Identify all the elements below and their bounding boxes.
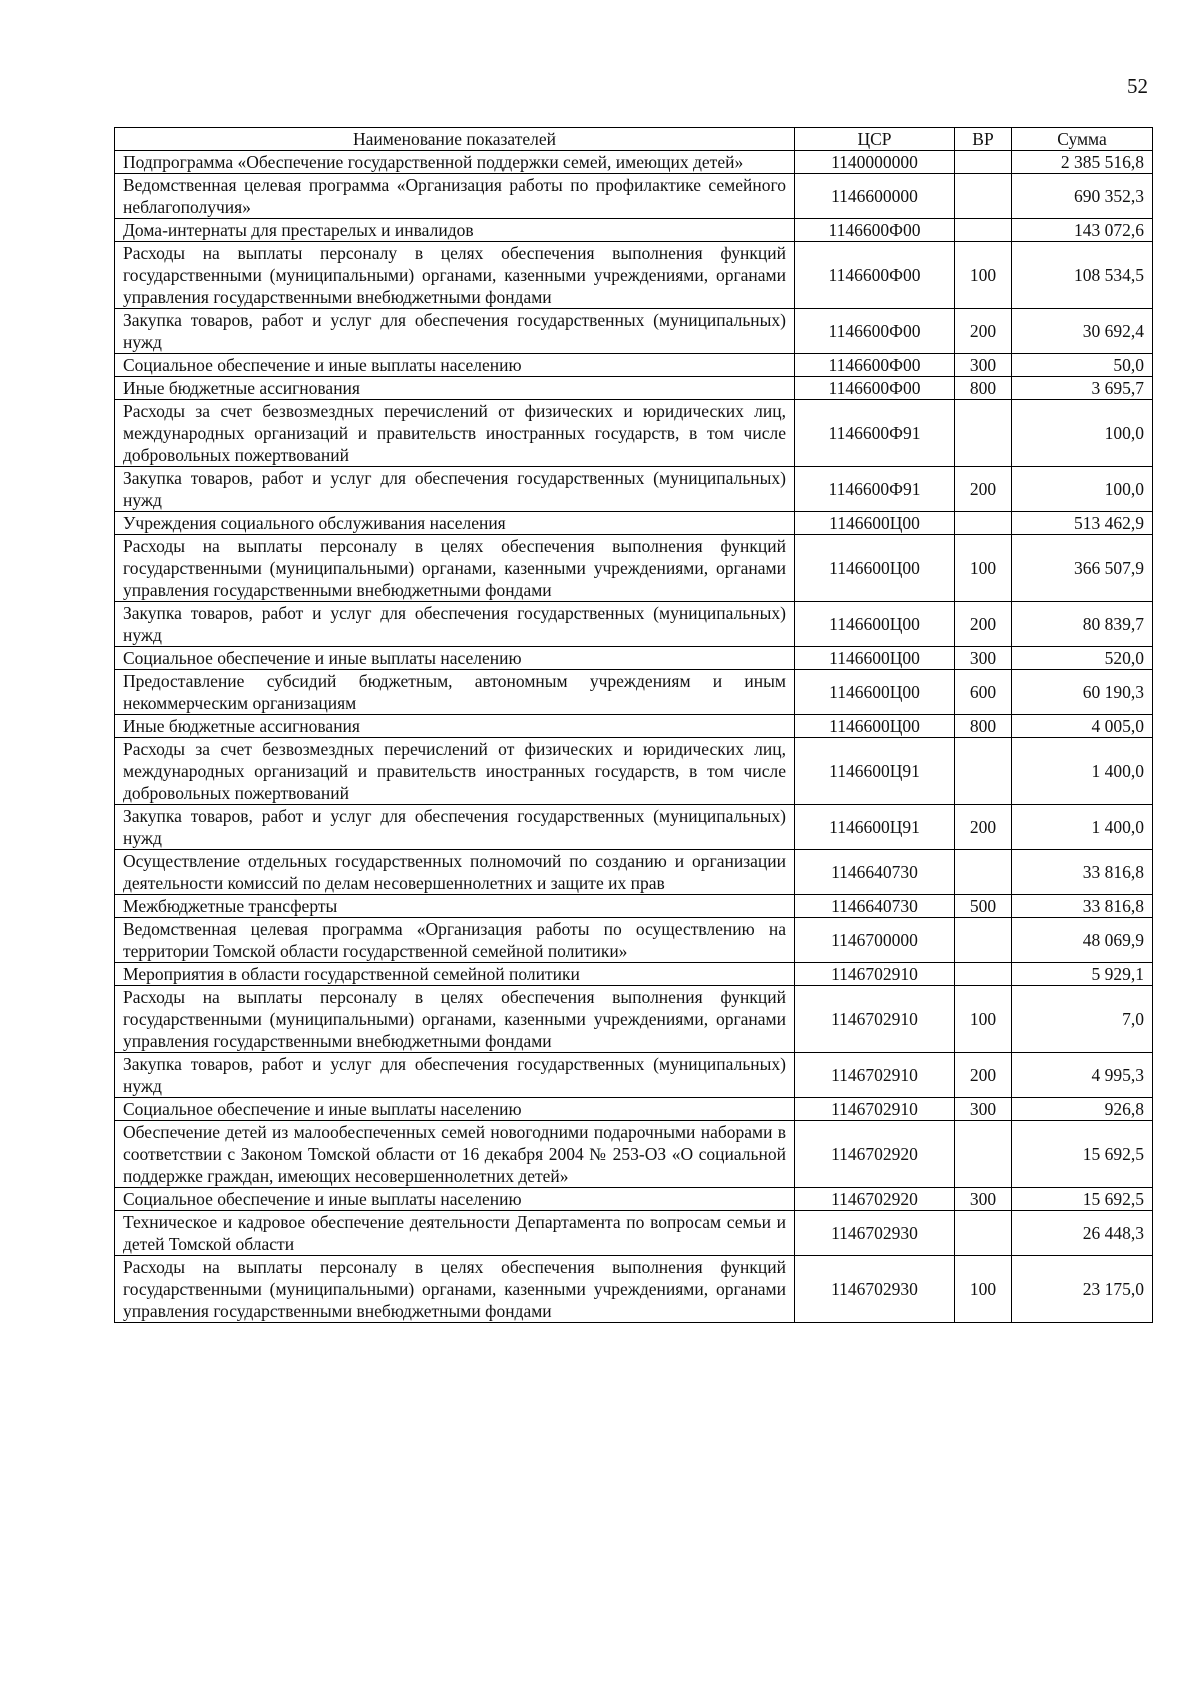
table-row <box>115 1053 1153 1098</box>
cell-vr <box>955 1211 1012 1256</box>
table-row <box>115 602 1153 647</box>
cell-vr: 200 <box>955 309 1012 354</box>
cell-csr: 1146702910 <box>795 1098 955 1121</box>
cell-vr <box>955 151 1012 174</box>
cell-sum: 7,0 <box>1012 986 1153 1053</box>
cell-csr: 1146600Ф00 <box>795 377 955 400</box>
cell-csr: 1146600Ф91 <box>795 467 955 512</box>
cell-csr: 1146640730 <box>795 850 955 895</box>
cell-name: Закупка товаров, работ и услуг для обеспечения государственных (муниципальных) нужд <box>115 805 795 850</box>
table-row <box>115 174 1153 219</box>
cell-name: Закупка товаров, работ и услуг для обеспечения государственных (муниципальных) нужд <box>115 1053 795 1098</box>
cell-csr: 1146600Ц00 <box>795 535 955 602</box>
cell-name: Расходы на выплаты персоналу в целях обеспечения выполнения функций государственными (муниципальными) органами, казенными учреждениями, органами управления государственными внебюджетными фондами <box>115 1256 795 1323</box>
table-row <box>115 850 1153 895</box>
cell-sum: 50,0 <box>1012 354 1153 377</box>
cell-vr <box>955 512 1012 535</box>
table-body <box>115 151 1153 1323</box>
cell-name: Расходы за счет безвозмездных перечислений от физических и юридических лиц, международных организаций и правительств иностранных государств, в том числе добровольных пожертвований <box>115 400 795 467</box>
table-row <box>115 715 1153 738</box>
cell-vr: 100 <box>955 1256 1012 1323</box>
cell-sum: 15 692,5 <box>1012 1188 1153 1211</box>
cell-name: Предоставление субсидий бюджетным, автономным учреждениям и иным некоммерческим организациям <box>115 670 795 715</box>
cell-vr: 300 <box>955 1098 1012 1121</box>
table-row <box>115 219 1153 242</box>
cell-name: Мероприятия в области государственной семейной политики <box>115 963 795 986</box>
cell-csr: 1146702920 <box>795 1121 955 1188</box>
cell-vr: 300 <box>955 354 1012 377</box>
cell-name: Дома-интернаты для престарелых и инвалидов <box>115 219 795 242</box>
header-csr: ЦСР <box>795 128 955 151</box>
cell-sum: 1 400,0 <box>1012 805 1153 850</box>
table-row <box>115 1188 1153 1211</box>
cell-sum: 33 816,8 <box>1012 895 1153 918</box>
table-row <box>115 895 1153 918</box>
table-row <box>115 377 1153 400</box>
cell-name: Подпрограмма «Обеспечение государственной поддержки семей, имеющих детей» <box>115 151 795 174</box>
cell-vr: 100 <box>955 242 1012 309</box>
cell-csr: 1146600Ц00 <box>795 512 955 535</box>
page-number: 52 <box>1127 74 1148 98</box>
cell-name: Социальное обеспечение и иные выплаты населению <box>115 1188 795 1211</box>
table-row <box>115 805 1153 850</box>
cell-vr: 300 <box>955 1188 1012 1211</box>
cell-vr <box>955 1121 1012 1188</box>
table-row <box>115 467 1153 512</box>
cell-csr: 1146600Ц00 <box>795 647 955 670</box>
cell-sum: 4 995,3 <box>1012 1053 1153 1098</box>
table-row <box>115 512 1153 535</box>
cell-sum: 4 005,0 <box>1012 715 1153 738</box>
cell-vr <box>955 918 1012 963</box>
cell-vr <box>955 850 1012 895</box>
table-row <box>115 670 1153 715</box>
cell-name: Учреждения социального обслуживания населения <box>115 512 795 535</box>
table-row <box>115 309 1153 354</box>
table-row <box>115 1256 1153 1323</box>
cell-csr: 1146702930 <box>795 1211 955 1256</box>
cell-name: Иные бюджетные ассигнования <box>115 377 795 400</box>
cell-name: Социальное обеспечение и иные выплаты населению <box>115 1098 795 1121</box>
header-sum: Сумма <box>1012 128 1153 151</box>
table-row <box>115 1121 1153 1188</box>
cell-vr: 200 <box>955 805 1012 850</box>
cell-csr: 1140000000 <box>795 151 955 174</box>
cell-csr: 1146702910 <box>795 963 955 986</box>
cell-name: Закупка товаров, работ и услуг для обеспечения государственных (муниципальных) нужд <box>115 602 795 647</box>
cell-sum: 100,0 <box>1012 467 1153 512</box>
budget-table <box>114 127 1153 1323</box>
cell-vr: 200 <box>955 1053 1012 1098</box>
cell-name: Закупка товаров, работ и услуг для обеспечения государственных (муниципальных) нужд <box>115 309 795 354</box>
cell-sum: 60 190,3 <box>1012 670 1153 715</box>
table-row <box>115 354 1153 377</box>
cell-name: Обеспечение детей из малообеспеченных семей новогодними подарочными наборами в соответствии с Законом Томской области от 16 декабря 2004 № 253-ОЗ «О социальной поддержке граждан, имеющих несовершеннолетних детей» <box>115 1121 795 1188</box>
header-name: Наименование показателей <box>115 128 795 151</box>
table-row <box>115 986 1153 1053</box>
cell-csr: 1146702920 <box>795 1188 955 1211</box>
cell-vr: 200 <box>955 602 1012 647</box>
cell-sum: 48 069,9 <box>1012 918 1153 963</box>
header-row <box>115 128 1153 151</box>
cell-sum: 2 385 516,8 <box>1012 151 1153 174</box>
cell-sum: 1 400,0 <box>1012 738 1153 805</box>
cell-csr: 1146702930 <box>795 1256 955 1323</box>
table-row <box>115 242 1153 309</box>
cell-vr: 600 <box>955 670 1012 715</box>
cell-name: Расходы за счет безвозмездных перечислений от физических и юридических лиц, международных организаций и правительств иностранных государств, в том числе добровольных пожертвований <box>115 738 795 805</box>
cell-sum: 80 839,7 <box>1012 602 1153 647</box>
cell-vr: 200 <box>955 467 1012 512</box>
cell-sum: 23 175,0 <box>1012 1256 1153 1323</box>
cell-csr: 1146600Ц91 <box>795 738 955 805</box>
cell-csr: 1146600Ц91 <box>795 805 955 850</box>
table-row <box>115 1211 1153 1256</box>
cell-sum: 690 352,3 <box>1012 174 1153 219</box>
cell-sum: 15 692,5 <box>1012 1121 1153 1188</box>
table-row <box>115 1098 1153 1121</box>
cell-name: Расходы на выплаты персоналу в целях обеспечения выполнения функций государственными (муниципальными) органами, казенными учреждениями, органами управления государственными внебюджетными фондами <box>115 242 795 309</box>
cell-name: Ведомственная целевая программа «Организация работы по осуществлению на территории Томской области государственной семейной политики» <box>115 918 795 963</box>
table-row <box>115 738 1153 805</box>
cell-vr: 100 <box>955 535 1012 602</box>
table-row <box>115 151 1153 174</box>
cell-vr <box>955 738 1012 805</box>
cell-name: Техническое и кадровое обеспечение деятельности Департамента по вопросам семьи и детей Томской области <box>115 1211 795 1256</box>
table-row <box>115 400 1153 467</box>
cell-sum: 513 462,9 <box>1012 512 1153 535</box>
header-vr: ВР <box>955 128 1012 151</box>
cell-csr: 1146640730 <box>795 895 955 918</box>
cell-vr: 500 <box>955 895 1012 918</box>
cell-vr: 300 <box>955 647 1012 670</box>
cell-csr: 1146600Ф00 <box>795 309 955 354</box>
cell-name: Межбюджетные трансферты <box>115 895 795 918</box>
cell-sum: 143 072,6 <box>1012 219 1153 242</box>
cell-sum: 3 695,7 <box>1012 377 1153 400</box>
cell-vr: 800 <box>955 715 1012 738</box>
cell-csr: 1146600Ц00 <box>795 670 955 715</box>
cell-name: Закупка товаров, работ и услуг для обеспечения государственных (муниципальных) нужд <box>115 467 795 512</box>
table-row <box>115 963 1153 986</box>
cell-vr <box>955 400 1012 467</box>
cell-sum: 108 534,5 <box>1012 242 1153 309</box>
cell-name: Ведомственная целевая программа «Организация работы по профилактике семейного неблагополучия» <box>115 174 795 219</box>
cell-csr: 1146600Ф91 <box>795 400 955 467</box>
cell-sum: 33 816,8 <box>1012 850 1153 895</box>
cell-name: Социальное обеспечение и иные выплаты населению <box>115 647 795 670</box>
table-row <box>115 647 1153 670</box>
cell-sum: 366 507,9 <box>1012 535 1153 602</box>
cell-name: Расходы на выплаты персоналу в целях обеспечения выполнения функций государственными (муниципальными) органами, казенными учреждениями, органами управления государственными внебюджетными фондами <box>115 986 795 1053</box>
cell-vr <box>955 219 1012 242</box>
cell-sum: 926,8 <box>1012 1098 1153 1121</box>
cell-csr: 1146700000 <box>795 918 955 963</box>
cell-csr: 1146600Ф00 <box>795 219 955 242</box>
cell-csr: 1146600000 <box>795 174 955 219</box>
table-row <box>115 918 1153 963</box>
cell-csr: 1146600Ц00 <box>795 602 955 647</box>
cell-sum: 5 929,1 <box>1012 963 1153 986</box>
cell-sum: 26 448,3 <box>1012 1211 1153 1256</box>
table-header <box>115 128 1153 151</box>
cell-sum: 100,0 <box>1012 400 1153 467</box>
cell-csr: 1146600Ф00 <box>795 354 955 377</box>
cell-name: Иные бюджетные ассигнования <box>115 715 795 738</box>
cell-vr: 800 <box>955 377 1012 400</box>
cell-vr: 100 <box>955 986 1012 1053</box>
cell-sum: 520,0 <box>1012 647 1153 670</box>
cell-name: Расходы на выплаты персоналу в целях обеспечения выполнения функций государственными (муниципальными) органами, казенными учреждениями, органами управления государственными внебюджетными фондами <box>115 535 795 602</box>
cell-sum: 30 692,4 <box>1012 309 1153 354</box>
cell-name: Осуществление отдельных государственных полномочий по созданию и организации деятельности комиссий по делам несовершеннолетних и защите их прав <box>115 850 795 895</box>
cell-vr <box>955 174 1012 219</box>
cell-vr <box>955 963 1012 986</box>
cell-csr: 1146600Ц00 <box>795 715 955 738</box>
cell-csr: 1146702910 <box>795 986 955 1053</box>
cell-csr: 1146600Ф00 <box>795 242 955 309</box>
cell-name: Социальное обеспечение и иные выплаты населению <box>115 354 795 377</box>
cell-csr: 1146702910 <box>795 1053 955 1098</box>
table-row <box>115 535 1153 602</box>
